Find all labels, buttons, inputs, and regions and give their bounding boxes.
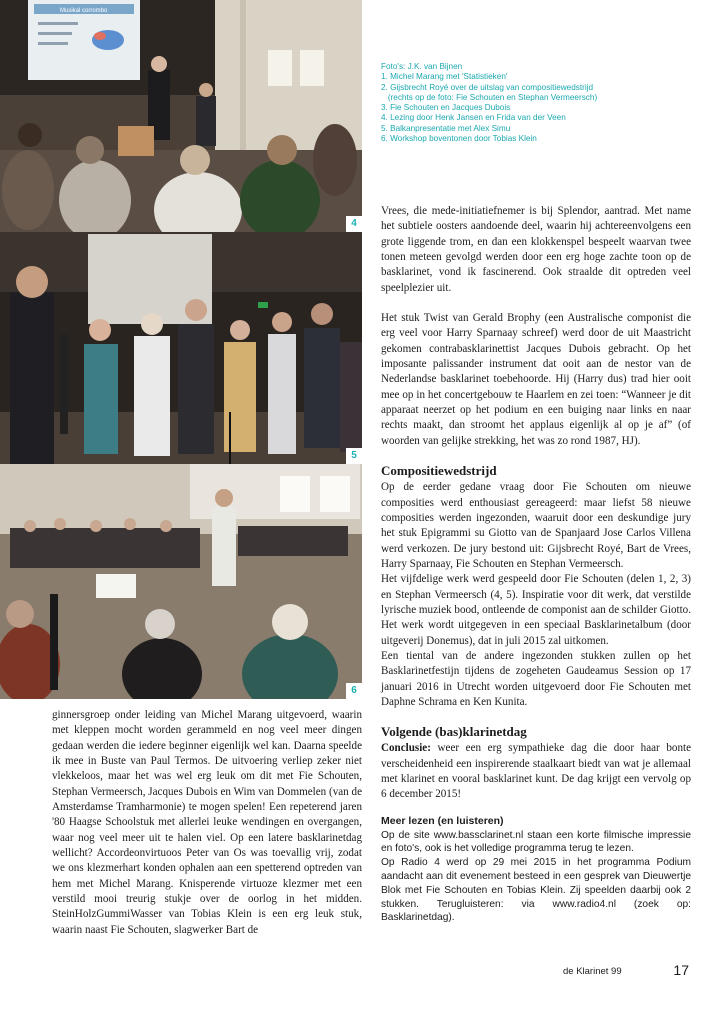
photo-number: 6 — [346, 683, 362, 699]
photo-lecture — [0, 0, 362, 232]
heading-compositiewedstrijd: Compositiewedstrijd — [381, 463, 497, 479]
photo-workshop-image — [0, 464, 362, 699]
magazine-name: de Klarinet 99 — [563, 966, 622, 977]
paragraph: Op de eerder gedane vraag door Fie Schouten om nieuwe composities werd enthousiast gereageerd: maar liefst 58 nieuwe composities werden ingezonden, waaruit door een deskundige jury het stuk Epigrammi su Giotto van de Spanjaard Jose Carlos Villena werd verkozen. De jury bestond uit: Gijsbrecht Royé, Bart de Vrees, Harry Sparnaay, Fie Schouten en Stephan Vermeersch. — [381, 481, 691, 570]
photo-balkan-image — [0, 232, 362, 464]
photo-number: 4 — [346, 216, 362, 232]
paragraph — [381, 741, 691, 802]
page-number: 17 — [673, 962, 689, 978]
heading-meer-lezen: Meer lezen (en luisteren) — [381, 814, 504, 827]
credit-item: (rechts op de foto: Fie Schouten en Stephan Vermeersch) — [381, 92, 598, 102]
slide-title: Musikal corrombo — [60, 8, 108, 14]
right-column — [381, 204, 691, 925]
paragraph: Een tiental van de andere ingezonden stukken zullen op het Basklarinetfestijn tijdens de zogeheten Gaudeamus Session op 17 januari 2016 in Utrecht worden uitgevoerd door Fie Schouten met Daphne Schrama en Ken Kunita. — [381, 649, 691, 708]
paragraph: Vrees, die mede-initiatiefnemer is bij Splendor, aantrad. Met name het subtiele oosters aandoende deel, waarin hij achtereenvolgens een grote liggende trom, en dan een klokkenspel bespeelt waarvan twee tonen meteen gevolgd werden door een erg hoge zachte toon op de basklarinet, vond ik fascinerend. Ook straalde dit optreden veel speelplezier uit. — [381, 205, 691, 294]
paragraph: Het stuk Twist van Gerald Brophy (een Australische componist die erg veel voor Harry Sparnaay schreef) werd door de uit Maastricht gekomen contrabasklarinettist Jacques Dubois gebracht. Op het imposante palissander instrument dat ooit aan de nestor van de Nederlandse basklarinet toebehoorde. Hij (Harry dus) trad hier ooit mee op in het concertgebouw te Haarlem en zei toen: “Wanneer je dit apparaat neerzet op het podium en een buiging naar links en naar rechts maakt, dan stroomt het applaus eigenlijk al op je af” (of woorden van gelijke strekking, het was zo rond 1987, HJ). — [381, 312, 691, 447]
credit-item: 3. Fie Schouten en Jacques Dubois — [381, 103, 511, 113]
heading-volgende-klarinetdag: Volgende (bas)klarinetdag — [381, 724, 527, 740]
credit-item: 1. Michel Marang met 'Statistieken' — [381, 72, 508, 82]
conclusion-lead: Conclusie: — [381, 742, 431, 755]
credit-item: 2. Gijsbrecht Royé over de uitslag van compositiewedstrijd — [381, 82, 594, 92]
conclusion-text: weer een erg sympathieke dag die door haar bonte verscheidenheid een inspirerende staalkaart biedt van wat je allemaal met klarinet en vooral basklarinet kunt. De dag krijgt een vervolg op 6 december 2015! — [381, 742, 691, 801]
left-column — [52, 708, 362, 938]
credit-item: 5. Balkanpresentatie met Alex Simu — [381, 123, 511, 133]
paragraph: Op de site www.bassclarinet.nl staan een korte filmische impressie en foto's, ook is het volledige programma terug te lezen. — [381, 829, 691, 855]
paragraph: Het vijfdelige werk werd gespeeld door Fie Schouten (delen 1, 2, 3) en Stephan Vermeersch (4, 5). Inspiratie voor dit werk, dat verstilde lyrische muziek bood, ontleende de componist aan de schilder Giotto. Het werk wordt uitgegeven in een speciaal Basklarinetalbum (door uitgeverij Donemus), dat in juli 2015 zal uitkomen. — [381, 573, 691, 647]
credit-item: 4. Lezing door Henk Jansen en Frida van der Veen — [381, 113, 566, 123]
photo-balkan — [0, 232, 362, 464]
credits-title: Foto's: J.K. van Bijnen — [381, 62, 463, 71]
photo-workshop — [0, 464, 362, 699]
paragraph: ginnersgroep onder leiding van Michel Marang uitgevoerd, waarin met kleppen mocht worden gerammeld en nog veel meer dingen gedaan werden die iedere beginner eigenlijk wel kan. Daarna speelde ik mee in Buste van Paul Termos. De uitvoering verliep zeker niet vlekkeloos, maar het was wel erg leuk om dit met Fie Schouten, Stephan Vermeersch, Jacques Dubois en Wim van Dommelen (van de Amsterdamse Tramharmonie) te mogen spelen! Een repeterend jaren '80 Haagse Schoolstuk met allerlei leuke wendingen en overgangen, waar nog veel meer uit te halen viel. Op een latere basklarinetdag wellicht? Accordeonvirtuoos Peter van Os was toevallig vrij, zodat we ons klezmerhart konden ophalen aan een spetterend optreden van hem met Michel Marang. Knisperende virtuoze klezmer met een verstild mooi treurig stukje over de oorlog in het midden. SteinHolzGummiWasser van Tobias Klein is een erg leuk stuk, waarin naast Fie Schouten, slagwerker Bart de — [52, 709, 362, 936]
credit-item: 6. Workshop boventonen door Tobias Klein — [381, 134, 537, 144]
page-footer — [563, 960, 693, 980]
paragraph: Op Radio 4 werd op 29 mei 2015 in het programma Podium aandacht aan dit evenement besteed in een gesprek van Dieuwertje Blok met Fie Schouten en Tobias Klein. Zij speelden daarbij ook 2 stukken. Terugluisteren: via www.radio4.nl (zoek op: Basklarinetdag). — [381, 857, 691, 924]
photo-lecture-image — [0, 0, 362, 232]
photo-number: 5 — [346, 448, 362, 464]
photo-credits — [381, 62, 701, 144]
